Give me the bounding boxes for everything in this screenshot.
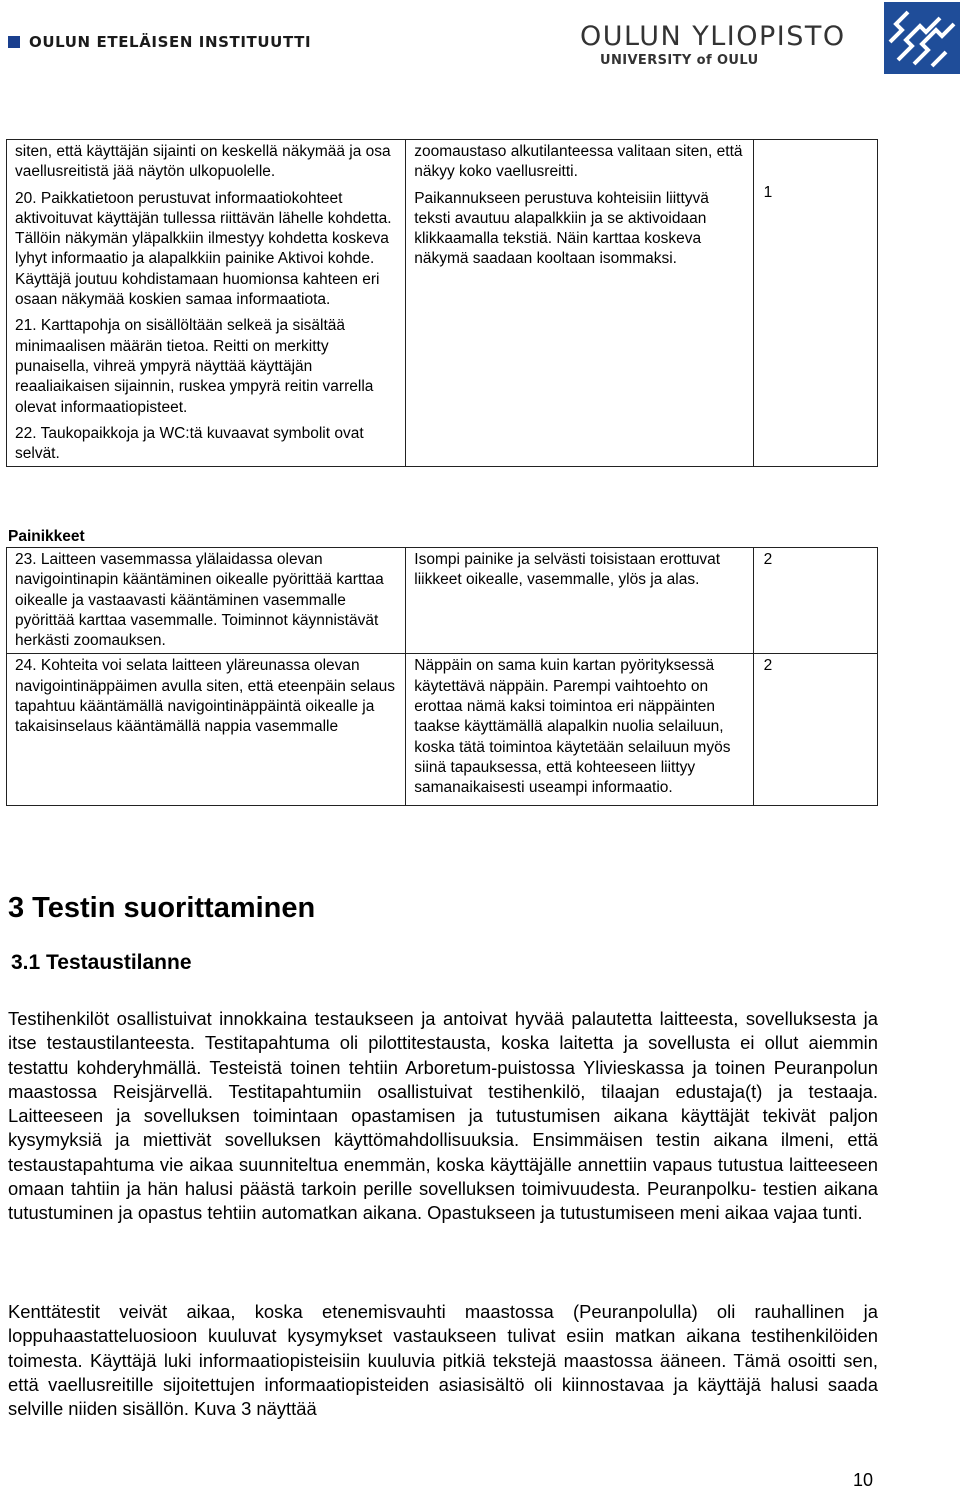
observation-cell — [7, 140, 406, 467]
severity-value: 2 — [763, 551, 773, 568]
observation-cell — [7, 548, 406, 654]
page-number: 10 — [853, 1470, 874, 1490]
improvement-cell — [406, 140, 753, 467]
table-row — [7, 654, 878, 805]
improvement-paragraph: zoomaustaso alkutilanteessa valitaan siten, että näkyy koko vaellusreitti. — [414, 143, 743, 181]
institute-name: OULUN ETELÄISEN INSTITUUTTI — [29, 33, 312, 51]
table-row — [7, 548, 878, 654]
body-paragraph: Kenttätestit veivät aikaa, koska etenemisvauhti maastossa (Peuranpolulla) oli rauhallinen ja loppuhaastatteluosioon kuuluvat kysymykset vastaukseen tulivat esiin matkan aikana testihenkilöiden toimesta. Käyttäjä luki informaatiopisteisiin kuuluvia pitkiä tekstejä maastossa ääneen. Tämä osoitti sen, että vaellusreitille sijoitettujen informaatiopisteiden asiasisältö oli kiinnostavaa ja käyttäjä halusi saada selville niiden sisällön. Kuva 3 näyttää — [8, 1301, 878, 1420]
findings-table-1 — [6, 139, 878, 467]
improvement-paragraph: Näppäin on sama kuin kartan pyörityksessä käytettävä näppäin. Parempi vaihtoehto on erottaa nämä kaksi toimintoa eri näppäinten taakse käyttämällä alapalkin nuolia selailuun, koska tätä toimintoa käytetään selailuun myös siinä tapauksessa, että kohteeseen liittyy samanaikaisesti useampi informaatio. — [414, 657, 731, 797]
observation-paragraph: 22. Taukopaikkoja ja WC:tä kuvaavat symbolit ovat selvät. — [15, 424, 364, 463]
severity-cell — [753, 140, 877, 467]
institute-header — [8, 33, 311, 51]
improvement-cell — [406, 654, 753, 805]
body-paragraph: Testihenkilöt osallistuivat innokkaina testaukseen ja antoivat hyvää palautetta laitteesta, sovelluksesta ja itse testaustilanteesta. Testitapahtuma oli pilottitestausta, koska laitetta ja sovellusta ei ollut aiemmin testattu kohderyhmällä. Testeistä toinen tehtiin Arboretum-puistossa Ylivieskassa ja toinen Peuranpolun maastossa Reisjärvellä. Testitapahtumiin osallistuivat testihenkilö, tilaajan edustaja(t) ja testaaja. Laitteeseen ja sovelluksen toimintaan opastamisen ja tutustumisen aikana käyttäjät tekivät paljon kysymyksiä ja miettivät sovelluksen käyttömahdollisuuksia. Ensimmäisen testin aikana ilmeni, että testaustapahtuma vie aikaa suunniteltua enemmän, koska käyttäjälle annettiin vapaus tutustua laitteeseen omaan tahtiin ja hän halusi päästä tarkoin perille sovelluksen toimivuudesta. Peuranpolku- testien aikana tutustuminen ja opastus tehtiin automatkan aikana. Opastukseen ja tutustumiseen meni aikaa vajaa tunti. — [8, 1008, 878, 1224]
section-caption: Painikkeet — [8, 528, 85, 545]
improvement-paragraph: Isompi painike ja selvästi toisistaan erottuvat liikkeet oikealle, vasemmalle, ylös ja alas. — [414, 551, 721, 589]
university-name-en: UNIVERSITY of OULU — [600, 53, 759, 68]
observation-paragraph: 23. Laitteen vasemmassa ylälaidassa olevan navigointinapin kääntäminen oikealle pyörittää karttaa oikealle ja vastaavasti kääntäminen vasemmalle pyörittää karttaa vasemmalle. Toiminnot käynnistävät herkästi zoomauksen. — [15, 551, 384, 650]
findings-table-2 — [6, 547, 878, 806]
table-row — [7, 140, 878, 467]
subsection-heading: 3.1 Testaustilanne — [11, 951, 192, 974]
observation-paragraph: 24. Kohteita voi selata laitteen yläreunassa olevan navigointinäppäimen avulla siten, että eteenpäin selaus tapahtuu kääntämällä navigointinäppäintä oikealle ja takaisinselaus kääntämällä nappia vasemmalle — [15, 657, 396, 736]
severity-cell — [753, 548, 877, 654]
university-header — [580, 22, 846, 70]
severity-cell — [753, 654, 877, 805]
improvement-cell — [406, 548, 753, 654]
observation-paragraph: 20. Paikkatietoon perustuvat informaatiokohteet aktivoituvat käyttäjän tullessa riittävän lähelle kohdetta. Tällöin näkymän yläpalkkiin ilmestyy kohdetta koskeva lyhyt informaatio ja alapalkkiin painike Aktivoi kohde. Käyttäjä joutuu kohdistamaan huomionsa kahteen eri osaan näkymää koskien samaa informaatiota. — [15, 189, 392, 309]
improvement-paragraph: Paikannukseen perustuva kohteisiin liittyvä teksti avautuu alapalkkiin ja se aktivoidaan klikkaamalla tekstiä. Näin karttaa koskeva näkymä saadaan kooltaan isommaksi. — [414, 189, 709, 268]
university-name: OULUN YLIOPISTO — [580, 21, 846, 52]
severity-value: 2 — [763, 657, 773, 675]
observation-cell — [7, 654, 406, 805]
section-heading: 3 Testin suorittaminen — [8, 892, 316, 924]
observation-paragraph: siten, että käyttäjän sijainti on keskellä näkymää ja osa vaellusreitistä jää näytön ulkopuolelle. — [15, 143, 391, 181]
institute-logo-square — [8, 36, 20, 48]
severity-value: 1 — [763, 184, 773, 201]
observation-paragraph: 21. Karttapohja on sisällöltään selkeä ja sisältää minimaalisen määrän tietoa. Reitti on merkitty punaisella, vihreä ympyrä näyttää käyttäjän reaaliaikaisen sijainnin, ruskea ympyrä reitin varrella olevat informaatiopisteet. — [15, 317, 374, 416]
university-logo-icon — [884, 2, 960, 74]
